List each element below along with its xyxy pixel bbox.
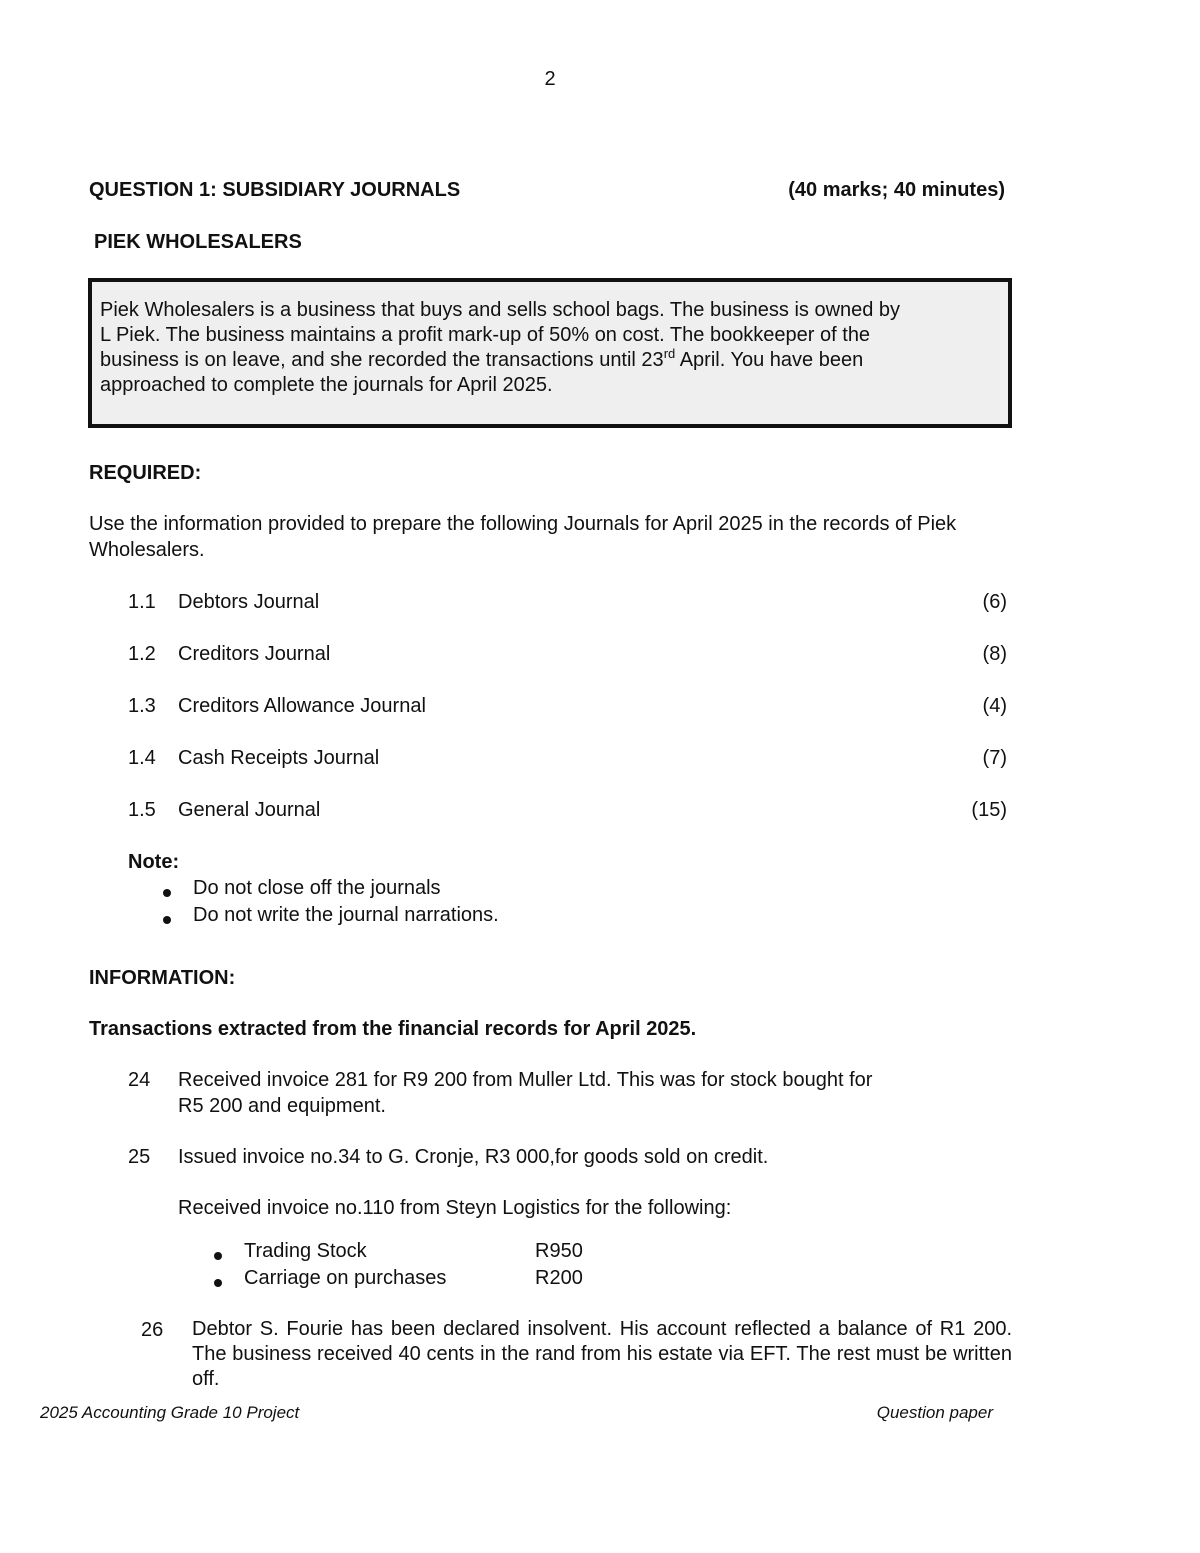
information-heading: INFORMATION: [89, 967, 236, 989]
transaction-text: R5 200 and equipment. [178, 1095, 386, 1117]
task-marks: (6) [982, 591, 1007, 613]
footer-label: Question paper [876, 1403, 993, 1422]
intro-box [88, 278, 1012, 428]
task-number: 1.5 [128, 799, 156, 821]
bullet-icon [214, 1241, 222, 1267]
transaction-text: Received invoice 281 for R9 200 from Muller Ltd. This was for stock bought for [178, 1069, 873, 1091]
task-number: 1.4 [128, 747, 156, 769]
intro-line-4: approached to complete the journals for April 2025. [100, 374, 553, 396]
task-label: General Journal [178, 799, 321, 821]
transaction-text: Issued invoice no.34 to G. Cronje, R3 000,for goods sold on credit. [178, 1146, 769, 1168]
intro-line-2: L Piek. The business maintains a profit mark-up of 50% on cost. The bookkeeper of the [100, 324, 871, 346]
note-item: Do not close off the journals [193, 877, 441, 899]
bullet-icon [163, 878, 171, 904]
question-marks-time: (40 marks; 40 minutes) [788, 179, 1005, 201]
intro-line-3-rest: April. You have been [675, 349, 864, 371]
bullet-icon [163, 905, 171, 931]
transaction-date: 25 [128, 1146, 151, 1168]
note-heading: Note: [128, 851, 180, 873]
transaction-text: Received invoice no.110 from Steyn Logistics for the following: [178, 1197, 732, 1219]
intro-line-3-text: business is on leave, and she recorded the transactions until 23 [100, 349, 664, 371]
item-amount: R950 [535, 1240, 583, 1262]
task-marks: (15) [971, 799, 1007, 821]
intro-line-3 [100, 348, 1008, 373]
instruction-text: Use the information provided to prepare the following Journals for April 2025 in the records of Piek Wholesalers. [89, 513, 957, 561]
task-label: Creditors Allowance Journal [178, 695, 426, 717]
task-number: 1.3 [128, 695, 156, 717]
transaction-text: Debtor S. Fourie has been declared insolvent. His account reflected a balance of R1 200. The business received 40 cents in the rand from his estate via EFT. The rest must be written off. [192, 1318, 1012, 1390]
bullet-icon [214, 1268, 222, 1294]
item-amount: R200 [535, 1267, 583, 1289]
ordinal-suffix: rd [663, 346, 676, 361]
task-number: 1.2 [128, 643, 156, 665]
footer-title: 2025 Accounting Grade 10 Project [40, 1403, 300, 1422]
item-label: Carriage on purchases [244, 1267, 447, 1289]
task-label: Creditors Journal [178, 643, 331, 665]
task-label: Debtors Journal [178, 591, 320, 613]
transactions-heading: Transactions extracted from the financial records for April 2025. [89, 1018, 697, 1040]
task-marks: (7) [982, 747, 1007, 769]
page-number: 2 [544, 68, 556, 90]
transaction-date: 26 [141, 1319, 164, 1341]
required-heading: REQUIRED: [89, 462, 202, 484]
task-label: Cash Receipts Journal [178, 747, 380, 769]
business-name-heading: PIEK WHOLESALERS [94, 231, 302, 253]
task-marks: (4) [982, 695, 1007, 717]
transaction-date: 24 [128, 1069, 151, 1091]
task-marks: (8) [982, 643, 1007, 665]
question-title: QUESTION 1: SUBSIDIARY JOURNALS [89, 179, 461, 201]
intro-line-1: Piek Wholesalers is a business that buys and sells school bags. The business is owned by [100, 299, 901, 321]
task-number: 1.1 [128, 591, 156, 613]
item-label: Trading Stock [244, 1240, 367, 1262]
note-item: Do not write the journal narrations. [193, 904, 499, 926]
